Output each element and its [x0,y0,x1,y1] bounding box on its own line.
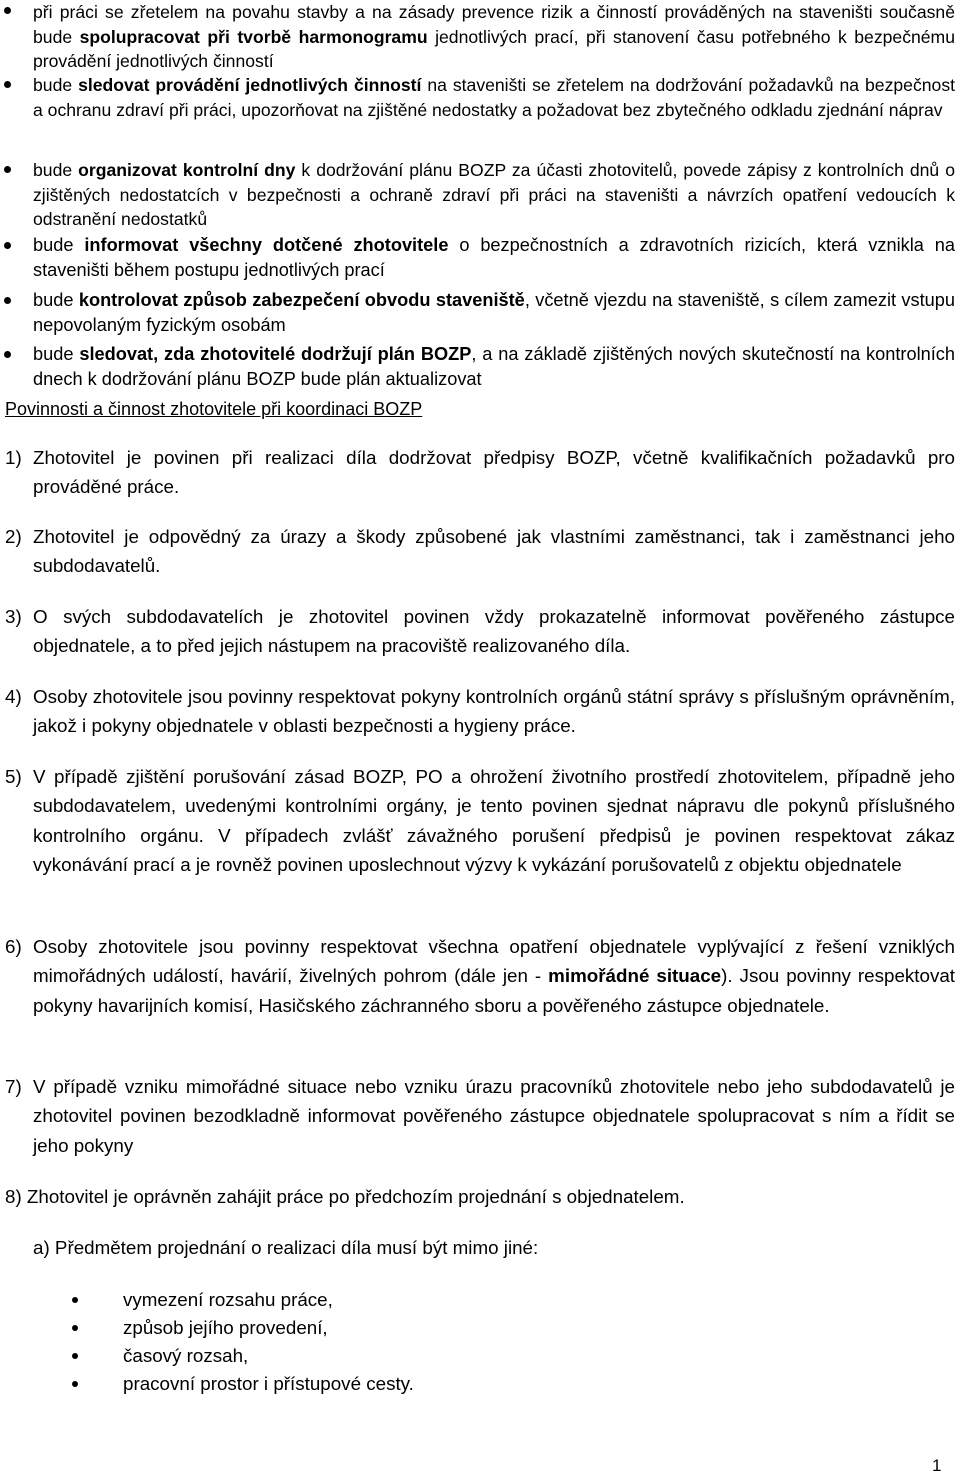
paragraph-number: 1) [5,447,22,468]
bullet-dot [4,81,11,88]
paragraph-number: 4) [5,686,22,707]
paragraph-text [33,443,955,502]
numbered-paragraph [5,682,955,741]
item-8: 8) Zhotovitel je oprávněn zahájit práce po předchozím projednání s objednatelem. [5,1186,685,1207]
list-item: pracovní prostor i přístupové cesty. [123,1373,414,1394]
text-run: při práci se zřetelem na povahu stavby a na zásady prevence rizik a činností prováděných na staveništi současně bude [33,2,955,47]
text-run: k dodržování plánu BOZP za účasti zhotovitelů, povede zápisy z kontrolních dnů o zjištěných nedostatcích v bezpečnosti a ochraně zdraví při práci na staveništi a návrzích opatření vedoucích k odstranění nedostatků [33,160,955,229]
section-heading: Povinnosti a činnost zhotovitele při koordinaci BOZP [5,399,423,419]
numbered-paragraph [5,932,955,1020]
text-run: V případě zjištění porušování zásad BOZP, PO a ohrožení životního prostředí zhotovitelem, případně jeho subdodavatelem, uvedenými kontrolními orgány, je tento povinen sjednat nápravu dle pokynů příslušného kontrolního orgánu. V případech zvlášť závažného porušení předpisů je povinen respektovat zákaz vykonávání prací a je rovněž povinen uposlechnout výzvy k vykázání porušovatelů z objektu objednatele [33,766,955,875]
bullet-dot [4,166,11,173]
text-run: bude [33,75,79,95]
bold-text-run: kontrolovat způsob zabezpečení obvodu staveniště [78,290,525,310]
list-item: vymezení rozsahu práce, [123,1289,333,1310]
text-run: bude [33,344,80,364]
text-run: Zhotovitel je odpovědný za úrazy a škody způsobené jak vlastními zaměstnanci, tak i zaměstnanci jeho subdodavatelů. [33,526,955,577]
bullet-text [33,342,955,393]
text-run: bude [33,290,79,310]
text-run: Zhotovitel je povinen při realizaci díla dodržovat předpisy BOZP, včetně kvalifikačních požadavků pro prováděné práce. [33,447,955,498]
paragraph-text [33,682,955,741]
paragraph-text [33,932,955,1020]
bold-text-run: sledovat, zda zhotovitelé dodržují plán BOZP [79,344,472,364]
numbered-paragraph [5,443,955,502]
bullet-dot [4,7,11,14]
bold-text-run: informovat všechny dotčené zhotovitele [84,235,449,255]
list-item: časový rozsah, [123,1345,249,1366]
bold-text-run: organizovat kontrolní dny [78,160,296,180]
text-run: , včetně vjezdu na staveniště, s cílem zamezit vstupu nepovolaným fyzickým osobám [33,290,956,336]
bullet-text [33,288,955,339]
numbered-paragraph [5,1072,955,1160]
paragraph-number: 5) [5,766,22,787]
bullet-dot [4,351,11,358]
paragraph-number: 2) [5,526,22,547]
list-bullet [72,1325,78,1331]
bullet-text [33,158,955,232]
item-8a: a) Předmětem projednání o realizaci díla musí být mimo jiné: [33,1237,539,1258]
list-item: způsob jejího provedení, [123,1317,328,1338]
paragraph-text [33,762,955,879]
text-run: V případě vzniku mimořádné situace nebo vzniku úrazu pracovníků zhotovitele nebo jeho subdodavatelů je zhotovitel povinen bezodkladně informovat pověřeného zástupce objednatele spolupracovat s ním a řídit se jeho pokyny [33,1076,955,1156]
numbered-paragraph [5,522,955,581]
list-bullet [72,1353,78,1359]
list-bullet [72,1297,78,1303]
paragraph-text [33,602,955,661]
paragraph-text [33,522,955,581]
text-run: Osoby zhotovitele jsou povinny respektovat všechna opatření objednatele vyplývající z řešení vzniklých mimořádných událostí, havárií, živelných pohrom (dále jen - [33,936,955,987]
page-number: 1 [932,1456,942,1475]
paragraph-text [33,1072,955,1160]
bullet-dot [4,242,11,249]
numbered-paragraph [5,602,955,661]
text-run: o bezpečnostních a zdravotních rizicích, která vznikla na staveništi během postupu jednotlivých prací [33,235,955,281]
bullet-dot [4,297,11,304]
text-run: ). Jsou povinny respektovat pokyny havarijních komisí, Hasičského záchranného sboru a pověřeného zástupce objednatele. [33,965,956,1016]
bold-text-run: sledovat provádění jednotlivých činností [78,75,422,95]
paragraph-number: 6) [5,936,22,957]
bullet-text [33,0,955,74]
list-bullet [72,1381,78,1387]
bullet-text [33,73,955,122]
bold-text-run: spolupracovat při tvorbě harmonogramu [79,26,428,47]
text-run: O svých subdodavatelích je zhotovitel povinen vždy prokazatelně informovat pověřeného zástupce objednatele, a to před jejich nástupem na pracoviště realizovaného díla. [33,606,955,657]
text-run: bude [33,160,79,180]
paragraph-number: 3) [5,606,22,627]
text-run: Osoby zhotovitele jsou povinny respektovat pokyny kontrolních orgánů státní správy s příslušným oprávněním, jakož i pokyny objednatele v oblasti bezpečnosti a hygieny práce. [33,686,955,737]
text-run: jednotlivých prací, při stanovení času potřebného k bezpečnému provádění jednotlivých činností [33,26,955,71]
paragraph-number: 7) [5,1076,22,1097]
bullet-text [33,233,955,284]
bold-text-run: mimořádné situace [548,965,722,987]
text-run: , a na základě zjištěných nových skutečností na kontrolních dnech k dodržování plánu BOZP bude plán aktualizovat [33,344,956,390]
numbered-paragraph [5,762,955,879]
text-run: bude [33,235,85,255]
text-run: na staveništi se zřetelem na dodržování požadavků na bezpečnost a ochranu zdraví při práci, upozorňovat na zjištěné nedostatky a požadovat bez zbytečného odkladu zjednání náprav [33,75,956,120]
